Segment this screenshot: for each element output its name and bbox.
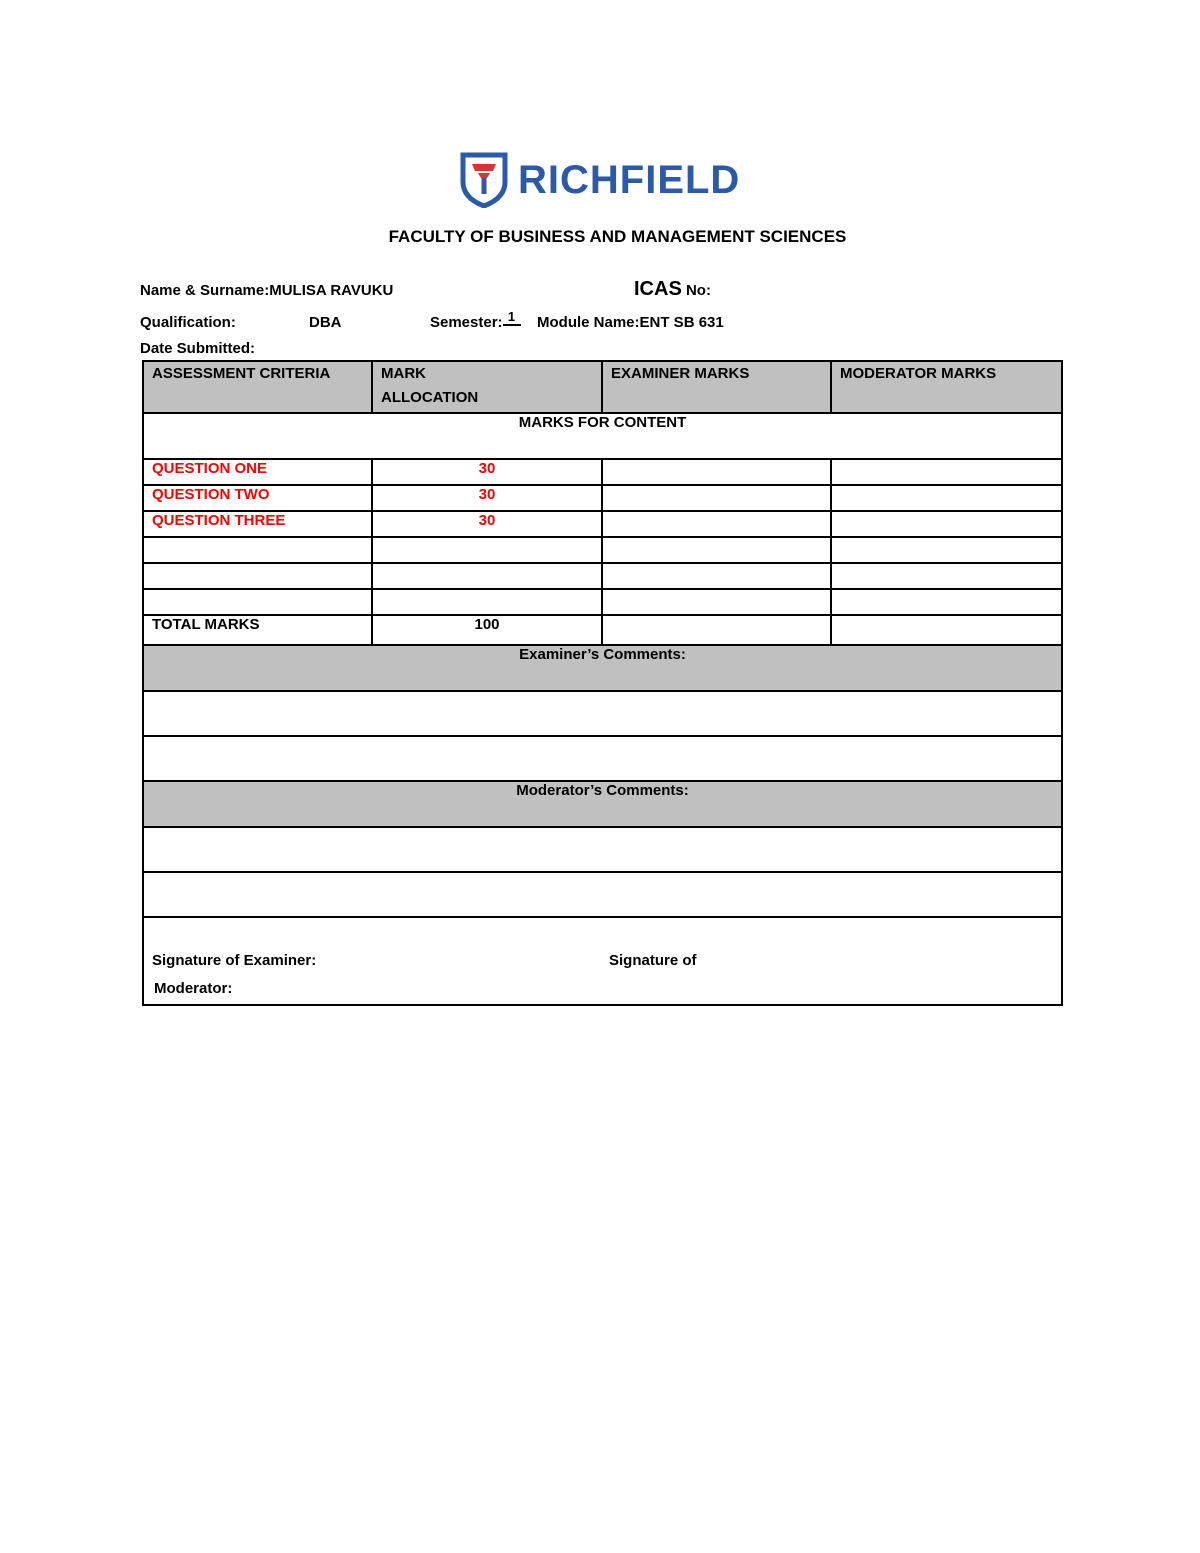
examiner-comments-header-row	[143, 645, 1062, 691]
examiner-comment-row	[143, 691, 1062, 736]
header-assessment-criteria: ASSESSMENT CRITERIA	[143, 361, 372, 413]
examiner-comment-row	[143, 736, 1062, 781]
icas-line	[634, 278, 711, 301]
module-value: ENT SB 631	[639, 314, 724, 331]
qualification-value: DBA	[309, 314, 342, 331]
empty-cell	[602, 537, 831, 563]
semester-label: Semester:	[430, 314, 503, 331]
header-mark-allocation: MARK ALLOCATION	[372, 361, 602, 413]
moderator-label: Moderator:	[154, 980, 233, 997]
icas-label: ICAS	[634, 278, 682, 300]
header-examiner-marks: EXAMINER MARKS	[602, 361, 831, 413]
signature-row	[143, 917, 1062, 1005]
moderator-comments-label: Moderator’s Comments:	[143, 781, 1062, 827]
examiner-comments-label: Examiner’s Comments:	[143, 645, 1062, 691]
examiner-comment-field[interactable]	[143, 691, 1062, 736]
empty-cell	[831, 537, 1062, 563]
empty-cell	[602, 563, 831, 589]
examiner-total-cell[interactable]	[602, 615, 831, 645]
empty-cell	[602, 589, 831, 615]
examiner-comment-field[interactable]	[143, 736, 1062, 781]
empty-cell	[372, 563, 602, 589]
qualification-label: Qualification:	[140, 314, 236, 331]
signature-of-label: Signature of	[609, 952, 697, 969]
empty-cell	[143, 589, 372, 615]
section-title: MARKS FOR CONTENT	[143, 413, 1062, 459]
logo-text: RICHFIELD	[518, 158, 741, 202]
section-row	[143, 413, 1062, 459]
moderator-total-cell[interactable]	[831, 615, 1062, 645]
empty-cell	[143, 537, 372, 563]
table-row	[143, 485, 1062, 511]
examiner-mark-cell[interactable]	[602, 485, 831, 511]
empty-row	[143, 563, 1062, 589]
moderator-comment-row	[143, 872, 1062, 917]
shield-torch-icon	[460, 152, 508, 208]
empty-cell	[143, 563, 372, 589]
total-label: TOTAL MARKS	[143, 615, 372, 645]
moderator-mark-cell[interactable]	[831, 485, 1062, 511]
total-value: 100	[372, 615, 602, 645]
moderator-comment-row	[143, 827, 1062, 872]
empty-cell	[831, 563, 1062, 589]
table-row	[143, 511, 1062, 537]
moderator-mark-cell[interactable]	[831, 511, 1062, 537]
module-line	[537, 314, 724, 331]
icas-no-label: No:	[681, 282, 711, 299]
moderator-comment-field[interactable]	[143, 872, 1062, 917]
name-line	[140, 282, 393, 299]
examiner-mark-cell[interactable]	[602, 511, 831, 537]
moderator-comment-field[interactable]	[143, 827, 1062, 872]
empty-cell	[372, 589, 602, 615]
question-marks: 30	[372, 511, 602, 537]
faculty-title: FACULTY OF BUSINESS AND MANAGEMENT SCIENCES	[388, 227, 847, 246]
module-label: Module Name:	[537, 314, 640, 331]
question-label: QUESTION THREE	[143, 511, 372, 537]
moderator-comments-header-row	[143, 781, 1062, 827]
assessment-table	[142, 360, 1063, 1006]
examiner-mark-cell[interactable]	[602, 459, 831, 485]
question-marks: 30	[372, 485, 602, 511]
empty-row	[143, 589, 1062, 615]
name-value: MULISA RAVUKU	[269, 282, 394, 299]
richfield-logo	[460, 152, 740, 208]
name-label: Name & Surname:	[140, 282, 270, 299]
question-label: QUESTION TWO	[143, 485, 372, 511]
question-marks: 30	[372, 459, 602, 485]
empty-cell	[831, 589, 1062, 615]
signature-cell	[143, 917, 1062, 1005]
semester-value: 1	[503, 310, 521, 326]
signature-examiner-label: Signature of Examiner:	[152, 952, 317, 969]
moderator-mark-cell[interactable]	[831, 459, 1062, 485]
date-submitted-label: Date Submitted:	[140, 340, 256, 357]
total-row	[143, 615, 1062, 645]
table-header-row	[143, 361, 1062, 413]
table-row	[143, 459, 1062, 485]
header-moderator-marks: MODERATOR MARKS	[831, 361, 1062, 413]
empty-cell	[372, 537, 602, 563]
empty-row	[143, 537, 1062, 563]
question-label: QUESTION ONE	[143, 459, 372, 485]
semester-line	[430, 309, 521, 332]
